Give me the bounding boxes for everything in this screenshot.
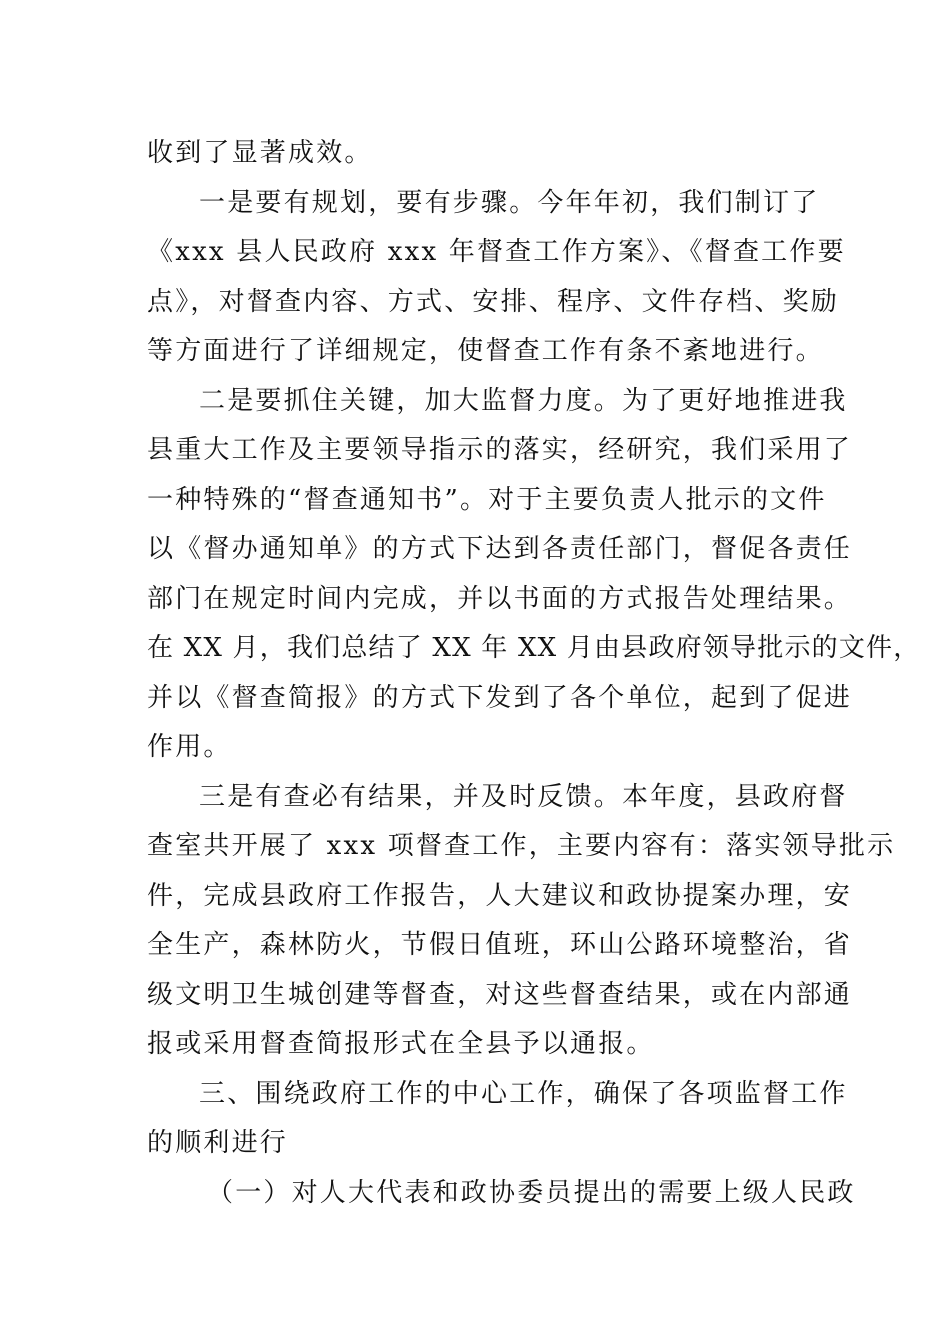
paragraph-line: 二是要抓住关键，加大监督力度。为了更好地推进我 (199, 386, 848, 416)
text-line: 件，完成县政府工作报告，人大建议和政协提案办理，安 (147, 881, 853, 911)
text-line: 收到了显著成效。 (147, 138, 373, 168)
text-line: 并以《督查简报》的方式下发到了各个单位，起到了促进 (147, 683, 853, 713)
text-line: 作用。 (147, 732, 232, 762)
text-line: 等方面进行了详细规定，使督查工作有条不紊地进行。 (147, 336, 824, 366)
section-heading: 三、围绕政府工作的中心工作，确保了各项监督工作 (199, 1079, 848, 1109)
text-line: 《xxx 县人民政府 xxx 年督查工作方案》、《督查工作要 (147, 237, 846, 267)
section-heading-cont: 的顺利进行 (147, 1128, 289, 1158)
text-line: 全生产，森林防火，节假日值班，环山公路环境整治，省 (147, 930, 853, 960)
text-line: 县重大工作及主要领导指示的落实，经研究，我们采用了 (147, 435, 853, 465)
subsection-heading: （一）对人大代表和政协委员提出的需要上级人民政 (207, 1178, 856, 1208)
text-line: 级文明卫生城创建等督查，对这些督查结果，或在内部通 (147, 980, 853, 1010)
paragraph-line: 三是有查必有结果，并及时反馈。本年度，县政府督 (199, 782, 848, 812)
text-line: 查室共开展了 xxx 项督查工作，主要内容有：落实领导批示 (147, 831, 896, 861)
text-line: 点》，对督查内容、方式、安排、程序、文件存档、奖励 (147, 287, 840, 317)
text-line: 部门在规定时间内完成，并以书面的方式报告处理结果。 (147, 584, 853, 614)
text-line: 在 XX 月，我们总结了 XX 年 XX 月由县政府领导批示的文件， (147, 633, 921, 663)
text-line: 报或采用督查简报形式在全县予以通报。 (147, 1029, 655, 1059)
text-line: 以《督办通知单》的方式下达到各责任部门，督促各责任 (147, 534, 853, 564)
text-line: 一种特殊的“督查通知书”。对于主要负责人批示的文件 (147, 485, 827, 515)
paragraph-line: 一是要有规划，要有步骤。今年年初，我们制订了 (199, 188, 820, 218)
